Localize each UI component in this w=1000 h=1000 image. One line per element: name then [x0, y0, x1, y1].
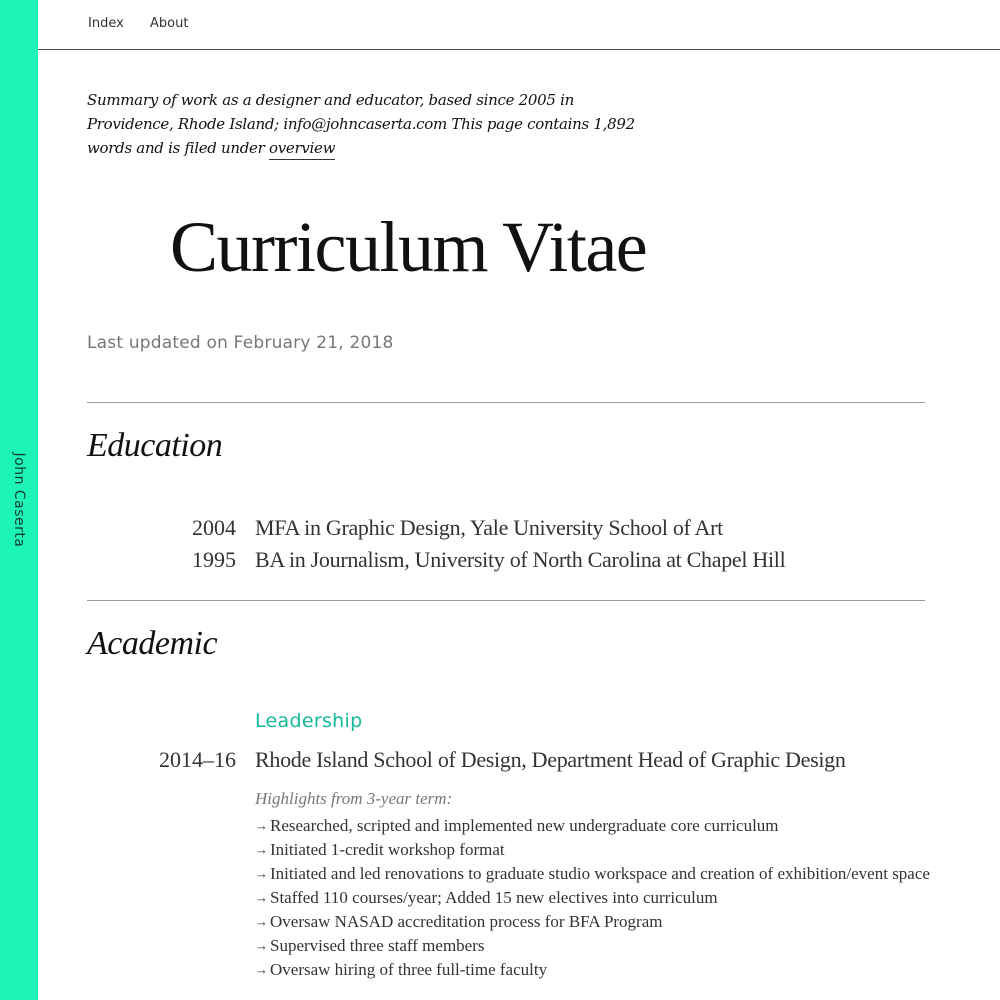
- list-item: [255, 910, 935, 934]
- list-item-text: Oversaw NASAD accreditation process for BFA Program: [270, 912, 663, 931]
- education-heading: Education: [87, 427, 223, 464]
- entry-description: Rhode Island School of Design, Department Head of Graphic Design: [255, 747, 846, 772]
- list-item-text: Initiated and led renovations to graduate studio workspace and creation of exhibition/event space: [270, 864, 930, 883]
- arrow-right-icon: →: [255, 818, 268, 833]
- list-item-text: Supervised three staff members: [270, 936, 485, 955]
- section-divider: [87, 402, 925, 403]
- list-item-text: Initiated 1-credit workshop format: [270, 840, 505, 859]
- list-item-text: Oversaw hiring of three full-time faculty: [270, 960, 548, 979]
- entry-year: 1995: [192, 547, 236, 572]
- academic-heading: Academic: [87, 625, 218, 662]
- list-item: [255, 838, 935, 862]
- list-item: [255, 814, 935, 838]
- list-item-text: Researched, scripted and implemented new undergraduate core curriculum: [270, 816, 779, 835]
- arrow-right-icon: →: [255, 938, 268, 953]
- entry-year: 2014–16: [159, 747, 236, 772]
- leadership-subheading: Leadership: [255, 710, 363, 732]
- sidebar: [0, 0, 38, 1000]
- sidebar-author-name[interactable]: John Caserta: [11, 452, 27, 548]
- top-navigation: [38, 0, 1000, 50]
- arrow-right-icon: →: [255, 842, 268, 857]
- page-summary: [87, 88, 647, 160]
- entry-description: MFA in Graphic Design, Yale University School of Art: [255, 515, 723, 540]
- summary-text: Summary of work as a designer and educator, based since 2005 in Providence, Rhode Island; info@johncaserta.com This page contains 1,892 words and is filed under: [87, 91, 635, 157]
- highlights-list: [255, 814, 935, 982]
- nav-index-link[interactable]: Index: [88, 16, 124, 31]
- list-item: [255, 958, 935, 982]
- education-entry: [0, 544, 1000, 576]
- arrow-right-icon: →: [255, 890, 268, 905]
- education-entry: [0, 512, 1000, 544]
- section-divider: [87, 600, 925, 601]
- arrow-right-icon: →: [255, 866, 268, 881]
- last-updated-date: Last updated on February 21, 2018: [87, 333, 394, 353]
- list-item: [255, 862, 935, 886]
- entry-description: BA in Journalism, University of North Carolina at Chapel Hill: [255, 547, 786, 572]
- list-item: [255, 886, 935, 910]
- overview-link[interactable]: overview: [269, 139, 335, 160]
- arrow-right-icon: →: [255, 962, 268, 977]
- list-item-text: Staffed 110 courses/year; Added 15 new electives into curriculum: [270, 888, 718, 907]
- academic-entry: [0, 744, 1000, 776]
- page-title: Curriculum Vitae: [170, 207, 647, 287]
- entry-year: 2004: [192, 515, 236, 540]
- nav-about-link[interactable]: About: [150, 16, 189, 31]
- highlights-label: Highlights from 3-year term:: [255, 789, 453, 808]
- list-item: [255, 934, 935, 958]
- arrow-right-icon: →: [255, 914, 268, 929]
